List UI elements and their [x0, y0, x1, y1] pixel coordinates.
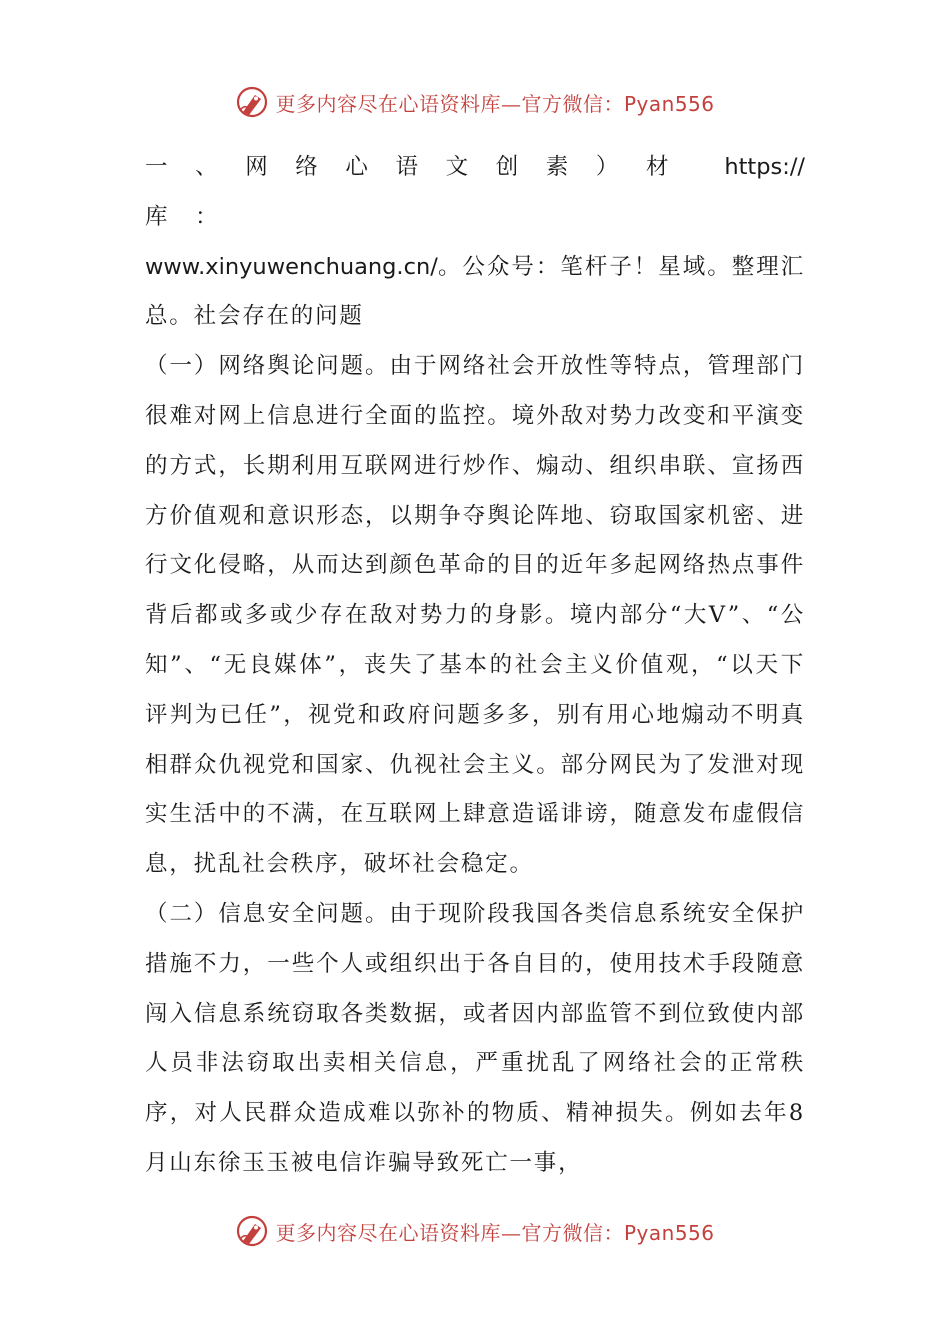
paragraph-1-lead: （一） [145, 353, 219, 380]
footer-watermark-banner [0, 1211, 950, 1251]
section-heading-line [145, 143, 805, 243]
watermark-prefix: 更多内容尽在心语资料库—官方微信： [275, 91, 624, 116]
paragraph-2-lead: （二） [145, 900, 219, 927]
paragraph-2-text: 信息安全问题。由于现阶段我国各类信息系统安全保护措施不力，一些个人或组织出于各自目的，使用技术手段随意闯入信息系统窃取各类数据，或者因内部监管不到位致使内部人员非法窃取出卖相关信息，严重扰乱了网络社会的正常秩序，对人民群众造成难以弥补的物质、精神损失。例如去年8月山东徐玉玉被电信诈骗导致死亡一事， [145, 900, 806, 1176]
document-body [145, 143, 805, 1189]
source-url: www.xinyuwenchuang.cn/ [145, 253, 438, 280]
paragraph-1 [145, 342, 805, 890]
section-heading-continued [145, 243, 805, 343]
paragraph-2 [145, 890, 805, 1189]
section-heading-label: 一、网络心语文创素）材库： [145, 154, 697, 230]
watermark-prefix: 更多内容尽在心语资料库—官方微信： [275, 1220, 624, 1245]
url-part-1: https:// [724, 154, 805, 180]
watermark-text [275, 88, 714, 117]
header-watermark-banner [0, 82, 950, 122]
wechat-id: Pyan556 [623, 1220, 715, 1245]
wechat-id: Pyan556 [623, 91, 715, 116]
watermark-text [275, 1217, 714, 1246]
pen-nib-logo-icon [235, 1214, 269, 1248]
pen-nib-logo-icon [235, 85, 269, 119]
heading-tail: 。公众号：笔杆子！星域。整理汇总。社会存在的问题 [145, 253, 805, 330]
paragraph-1-text: 网络舆论问题。由于网络社会开放性等特点，管理部门很难对网上信息进行全面的监控。境外敌对势力改变和平演变的方式，长期利用互联网进行炒作、煽动、组织串联、宣扬西方价值观和意识形态，以期争夺舆论阵地、窃取国家机密、进行文化侵略，从而达到颜色革命的目的近年多起网络热点事件背后都或多或少存在敌对势力的身影。境内部分“大V”、“公知”、“无良媒体”，丧失了基本的社会主义价值观，“以天下评判为已任”，视党和政府问题多多，别有用心地煽动不明真相群众仇视党和国家、仇视社会主义。部分网民为了发泄对现实生活中的不满，在互联网上肆意造谣诽谤，随意发布虚假信息，扰乱社会秩序，破坏社会稳定。 [145, 353, 806, 878]
